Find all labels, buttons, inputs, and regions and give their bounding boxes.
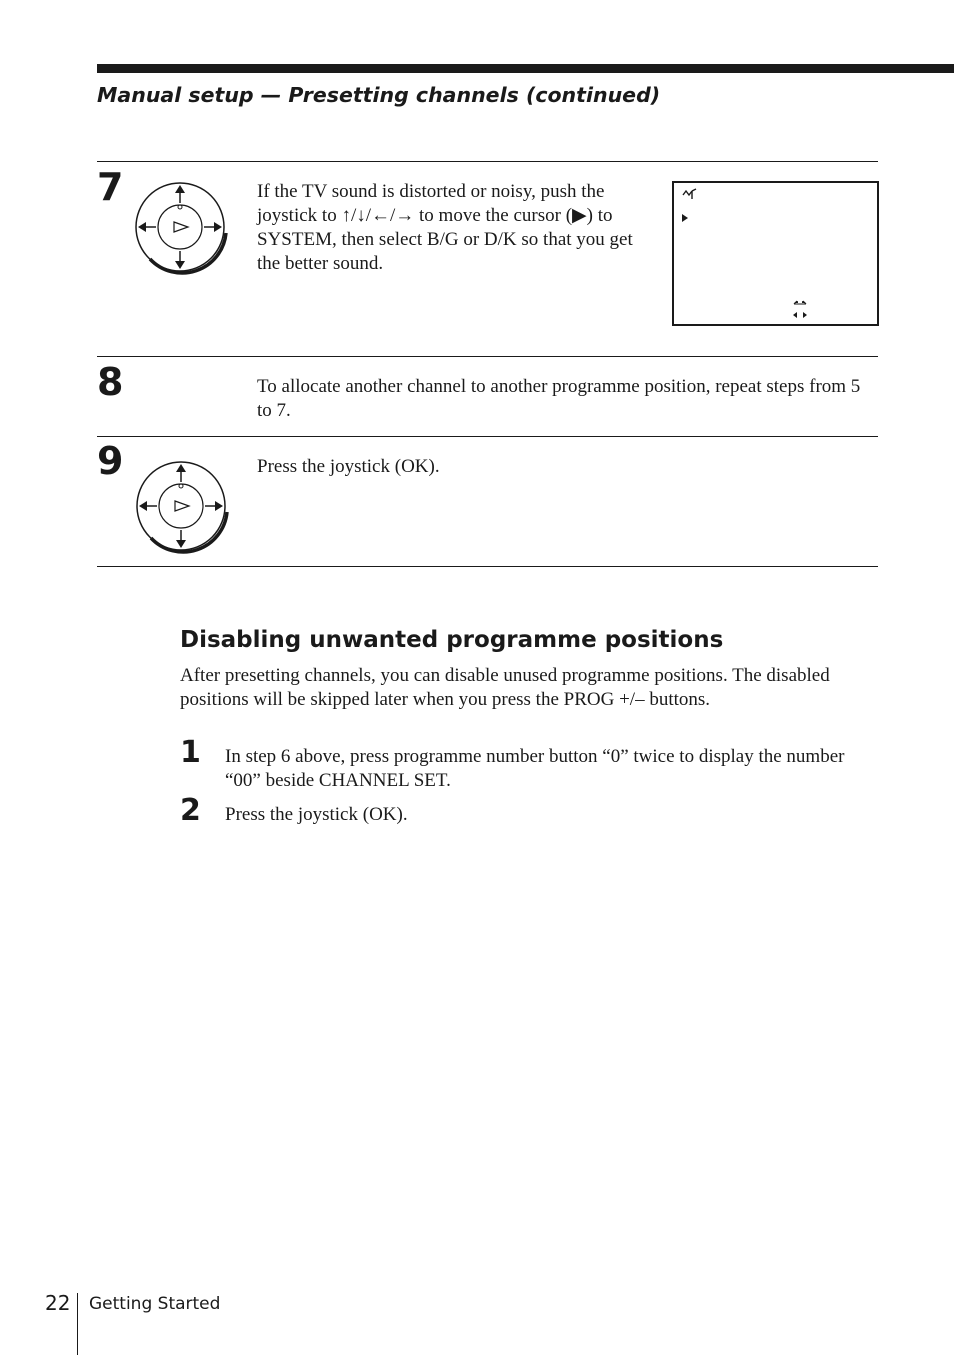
section-title: Disabling unwanted programme positions [180, 627, 724, 653]
step-divider [97, 436, 878, 437]
cursor-arrow-icon [681, 213, 689, 223]
step-9-text: Press the joystick (OK). [257, 456, 440, 477]
step-divider [97, 566, 878, 567]
step-divider [97, 161, 878, 162]
substep-number-1: 1 [180, 735, 201, 770]
step-divider [97, 356, 878, 357]
page-header-title: Manual setup — Presetting channels (continued) [97, 83, 661, 107]
step-8-text: To allocate another channel to another programme position, repeat steps from 5 to 7. [257, 376, 861, 421]
section-intro: After presetting channels, you can disable unused programme positions. The disabled positions will be skipped later when you press the PROG +/– buttons. [180, 665, 830, 710]
tv-screen-display [672, 181, 879, 326]
navigation-arrows-icon [792, 300, 808, 320]
step-number-7: 7 [97, 165, 124, 209]
substep-2-text: Press the joystick (OK). [225, 804, 408, 825]
step-number-9: 9 [97, 439, 124, 483]
joystick-icon [133, 458, 229, 554]
page-number: 22 [45, 1291, 71, 1315]
step-7-text: If the TV sound is distorted or noisy, push the joystick to ↑/↓/←/→ to move the cursor (▶) to SYSTEM, then select B/G or D/K so that you get the better sound. [257, 181, 633, 274]
footer-divider [77, 1293, 78, 1355]
joystick-icon [132, 179, 228, 275]
antenna-icon [682, 188, 698, 200]
step-number-8: 8 [97, 360, 124, 404]
substep-number-2: 2 [180, 793, 201, 828]
footer-section-label: Getting Started [89, 1294, 221, 1314]
substep-1-text: In step 6 above, press programme number button “0” twice to display the number “00” beside CHANNEL SET. [225, 746, 845, 791]
header-rule [97, 64, 954, 73]
